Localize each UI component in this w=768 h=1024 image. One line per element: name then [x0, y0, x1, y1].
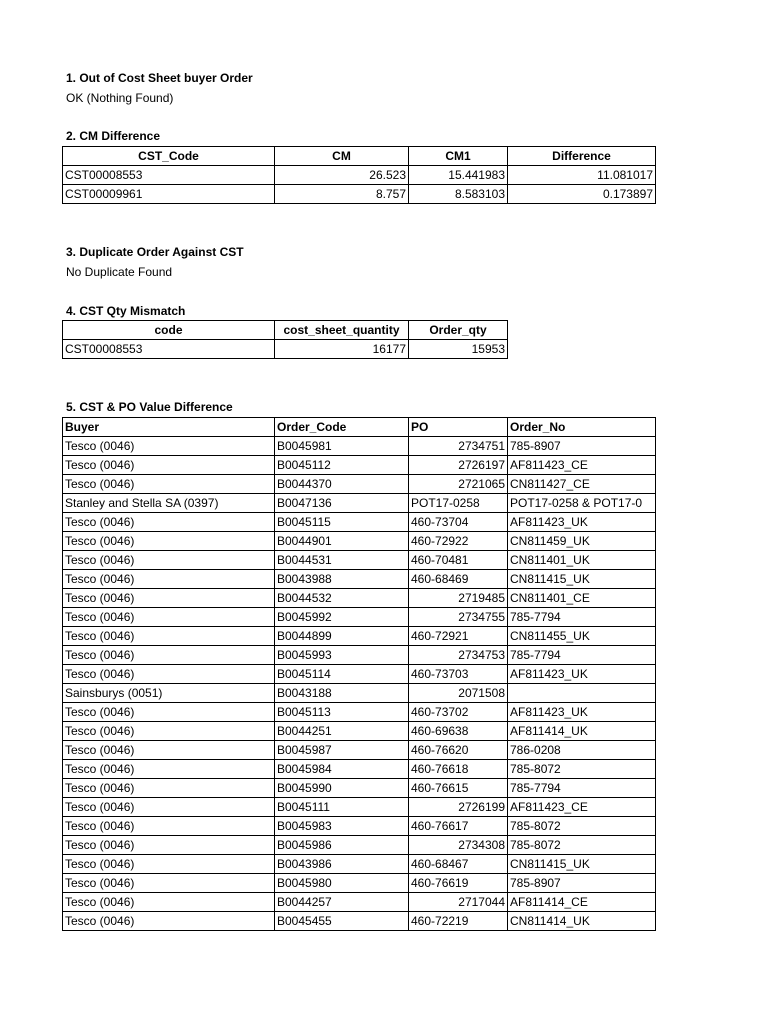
- cst-qty-mismatch-table: [62, 320, 508, 359]
- table-row: [63, 340, 508, 359]
- table-cell: Tesco (0046): [63, 437, 275, 456]
- table-cell: CN811459_UK: [508, 532, 656, 551]
- table-cell: Tesco (0046): [63, 836, 275, 855]
- section1-note: OK (Nothing Found): [66, 91, 174, 105]
- table-cell: B0044257: [275, 893, 409, 912]
- table-cell: 460-76620: [409, 741, 508, 760]
- table-row: [63, 589, 656, 608]
- table-cell: 2734753: [409, 646, 508, 665]
- table-cell: AF811423_UK: [508, 665, 656, 684]
- table-cell: 460-76618: [409, 760, 508, 779]
- table-cell: Tesco (0046): [63, 627, 275, 646]
- table-row: [63, 703, 656, 722]
- table-cell: Tesco (0046): [63, 646, 275, 665]
- table-cell: Tesco (0046): [63, 589, 275, 608]
- table-row: [63, 627, 656, 646]
- table-row: [63, 437, 656, 456]
- table-cell: CN811414_UK: [508, 912, 656, 931]
- table-cell: 460-73704: [409, 513, 508, 532]
- table-cell: 8.757: [275, 185, 409, 204]
- table-cell: B0045980: [275, 874, 409, 893]
- table-cell: B0045111: [275, 798, 409, 817]
- table-cell: CST00008553: [63, 340, 275, 359]
- table-cell: B0043988: [275, 570, 409, 589]
- table-row: [63, 836, 656, 855]
- table-cell: 460-76615: [409, 779, 508, 798]
- table-cell: B0047136: [275, 494, 409, 513]
- table-row: [63, 893, 656, 912]
- section2-heading: 2. CM Difference: [66, 129, 161, 143]
- table-cell: 785-8072: [508, 836, 656, 855]
- table-row: [63, 760, 656, 779]
- section5-heading: 5. CST & PO Value Difference: [66, 400, 233, 414]
- table-row: [63, 855, 656, 874]
- section4-heading: 4. CST Qty Mismatch: [66, 304, 186, 318]
- table-cell: 785-7794: [508, 646, 656, 665]
- table-cell: B0045987: [275, 741, 409, 760]
- column-header: cost_sheet_quantity: [275, 321, 409, 340]
- table-cell: B0045993: [275, 646, 409, 665]
- table-cell: Tesco (0046): [63, 798, 275, 817]
- table-row: [63, 646, 656, 665]
- table-cell: 2726197: [409, 456, 508, 475]
- table-cell: 15953: [409, 340, 508, 359]
- table-row: [63, 684, 656, 703]
- table-cell: CN811415_UK: [508, 570, 656, 589]
- table-cell: AF811414_UK: [508, 722, 656, 741]
- table-row: [63, 722, 656, 741]
- table-cell: Stanley and Stella SA (0397): [63, 494, 275, 513]
- table-row: [63, 513, 656, 532]
- table-cell: Tesco (0046): [63, 703, 275, 722]
- section3-heading: 3. Duplicate Order Against CST: [66, 245, 244, 259]
- cm-difference-table: [62, 146, 656, 204]
- table-cell: Tesco (0046): [63, 779, 275, 798]
- table-cell: 785-8907: [508, 437, 656, 456]
- table-cell: B0045113: [275, 703, 409, 722]
- table-cell: CN811415_UK: [508, 855, 656, 874]
- po-value-difference-table: [62, 417, 656, 931]
- table-cell: 785-7794: [508, 779, 656, 798]
- table-cell: CN811455_UK: [508, 627, 656, 646]
- table-cell: B0045115: [275, 513, 409, 532]
- table-cell: AF811423_CE: [508, 798, 656, 817]
- table-cell: B0044531: [275, 551, 409, 570]
- table-cell: 16177: [275, 340, 409, 359]
- table-cell: B0045990: [275, 779, 409, 798]
- column-header: Difference: [508, 147, 656, 166]
- table-cell: Tesco (0046): [63, 456, 275, 475]
- table-cell: B0044370: [275, 475, 409, 494]
- table-cell: Tesco (0046): [63, 665, 275, 684]
- table-cell: 2721065: [409, 475, 508, 494]
- table-row: [63, 475, 656, 494]
- table-row: [63, 185, 656, 204]
- table-cell: 0.173897: [508, 185, 656, 204]
- column-header: Order_qty: [409, 321, 508, 340]
- table-cell: B0045455: [275, 912, 409, 931]
- table-cell: AF811423_UK: [508, 513, 656, 532]
- table-cell: B0044532: [275, 589, 409, 608]
- table-cell: 460-76617: [409, 817, 508, 836]
- column-header: code: [63, 321, 275, 340]
- table-cell: 785-8072: [508, 817, 656, 836]
- table-cell: Tesco (0046): [63, 893, 275, 912]
- table-row: [63, 912, 656, 931]
- table-cell: 786-0208: [508, 741, 656, 760]
- table-cell: 2734751: [409, 437, 508, 456]
- table-cell: 2726199: [409, 798, 508, 817]
- table-cell: 460-72922: [409, 532, 508, 551]
- column-header: CST_Code: [63, 147, 275, 166]
- table-cell: 2071508: [409, 684, 508, 703]
- table-row: [63, 532, 656, 551]
- table-cell: 785-7794: [508, 608, 656, 627]
- table-cell: Tesco (0046): [63, 513, 275, 532]
- table-cell: Tesco (0046): [63, 475, 275, 494]
- table-cell: Tesco (0046): [63, 874, 275, 893]
- column-header: CM1: [409, 147, 508, 166]
- table-cell: Tesco (0046): [63, 760, 275, 779]
- table-cell: Tesco (0046): [63, 532, 275, 551]
- table-header-row: [63, 321, 508, 340]
- table-cell: B0045112: [275, 456, 409, 475]
- table-cell: 2719485: [409, 589, 508, 608]
- table-cell: B0045984: [275, 760, 409, 779]
- table-cell: 2734755: [409, 608, 508, 627]
- table-row: [63, 741, 656, 760]
- table-cell: 26.523: [275, 166, 409, 185]
- table-cell: 460-76619: [409, 874, 508, 893]
- section1-heading: 1. Out of Cost Sheet buyer Order: [66, 71, 253, 85]
- table-row: [63, 608, 656, 627]
- table-row: [63, 665, 656, 684]
- table-cell: POT17-0258 & POT17-0: [508, 494, 656, 513]
- table-row: [63, 570, 656, 589]
- table-cell: B0045992: [275, 608, 409, 627]
- table-cell: 2717044: [409, 893, 508, 912]
- table-cell: B0045983: [275, 817, 409, 836]
- table-cell: 460-72219: [409, 912, 508, 931]
- table-cell: B0045986: [275, 836, 409, 855]
- table-cell: 460-69638: [409, 722, 508, 741]
- table-cell: Tesco (0046): [63, 570, 275, 589]
- table-cell: 460-73702: [409, 703, 508, 722]
- table-row: [63, 166, 656, 185]
- table-cell: 460-68469: [409, 570, 508, 589]
- table-cell: B0044901: [275, 532, 409, 551]
- table-row: [63, 494, 656, 513]
- table-cell: 2734308: [409, 836, 508, 855]
- table-cell: 460-73703: [409, 665, 508, 684]
- table-cell: CN811427_CE: [508, 475, 656, 494]
- table-cell: AF811423_CE: [508, 456, 656, 475]
- table-cell: B0045981: [275, 437, 409, 456]
- table-cell: Tesco (0046): [63, 551, 275, 570]
- table-cell: Tesco (0046): [63, 817, 275, 836]
- table-cell: CST00008553: [63, 166, 275, 185]
- column-header: PO: [409, 418, 508, 437]
- column-header: CM: [275, 147, 409, 166]
- table-header-row: [63, 147, 656, 166]
- table-cell: B0043188: [275, 684, 409, 703]
- table-cell: B0044899: [275, 627, 409, 646]
- table-cell: 785-8072: [508, 760, 656, 779]
- table-cell: POT17-0258: [409, 494, 508, 513]
- table-row: [63, 551, 656, 570]
- table-cell: 15.441983: [409, 166, 508, 185]
- table-row: [63, 817, 656, 836]
- table-cell: 460-68467: [409, 855, 508, 874]
- table-cell: Tesco (0046): [63, 608, 275, 627]
- table-cell: B0045114: [275, 665, 409, 684]
- table-cell: CN811401_UK: [508, 551, 656, 570]
- table-cell: Tesco (0046): [63, 855, 275, 874]
- column-header: Order_Code: [275, 418, 409, 437]
- table-cell: Tesco (0046): [63, 741, 275, 760]
- table-cell: CST00009961: [63, 185, 275, 204]
- table-cell: Tesco (0046): [63, 912, 275, 931]
- table-cell: Tesco (0046): [63, 722, 275, 741]
- table-header-row: [63, 418, 656, 437]
- table-cell: 460-70481: [409, 551, 508, 570]
- table-row: [63, 779, 656, 798]
- table-cell: B0043986: [275, 855, 409, 874]
- table-cell: 11.081017: [508, 166, 656, 185]
- table-cell: Sainsburys (0051): [63, 684, 275, 703]
- table-row: [63, 798, 656, 817]
- table-cell: AF811414_CE: [508, 893, 656, 912]
- table-cell: AF811423_UK: [508, 703, 656, 722]
- table-cell: 8.583103: [409, 185, 508, 204]
- column-header: Buyer: [63, 418, 275, 437]
- section3-note: No Duplicate Found: [66, 265, 173, 279]
- table-cell: 460-72921: [409, 627, 508, 646]
- column-header: Order_No: [508, 418, 656, 437]
- table-cell: CN811401_CE: [508, 589, 656, 608]
- table-cell: 785-8907: [508, 874, 656, 893]
- table-row: [63, 874, 656, 893]
- table-cell: [508, 684, 656, 703]
- table-row: [63, 456, 656, 475]
- table-cell: B0044251: [275, 722, 409, 741]
